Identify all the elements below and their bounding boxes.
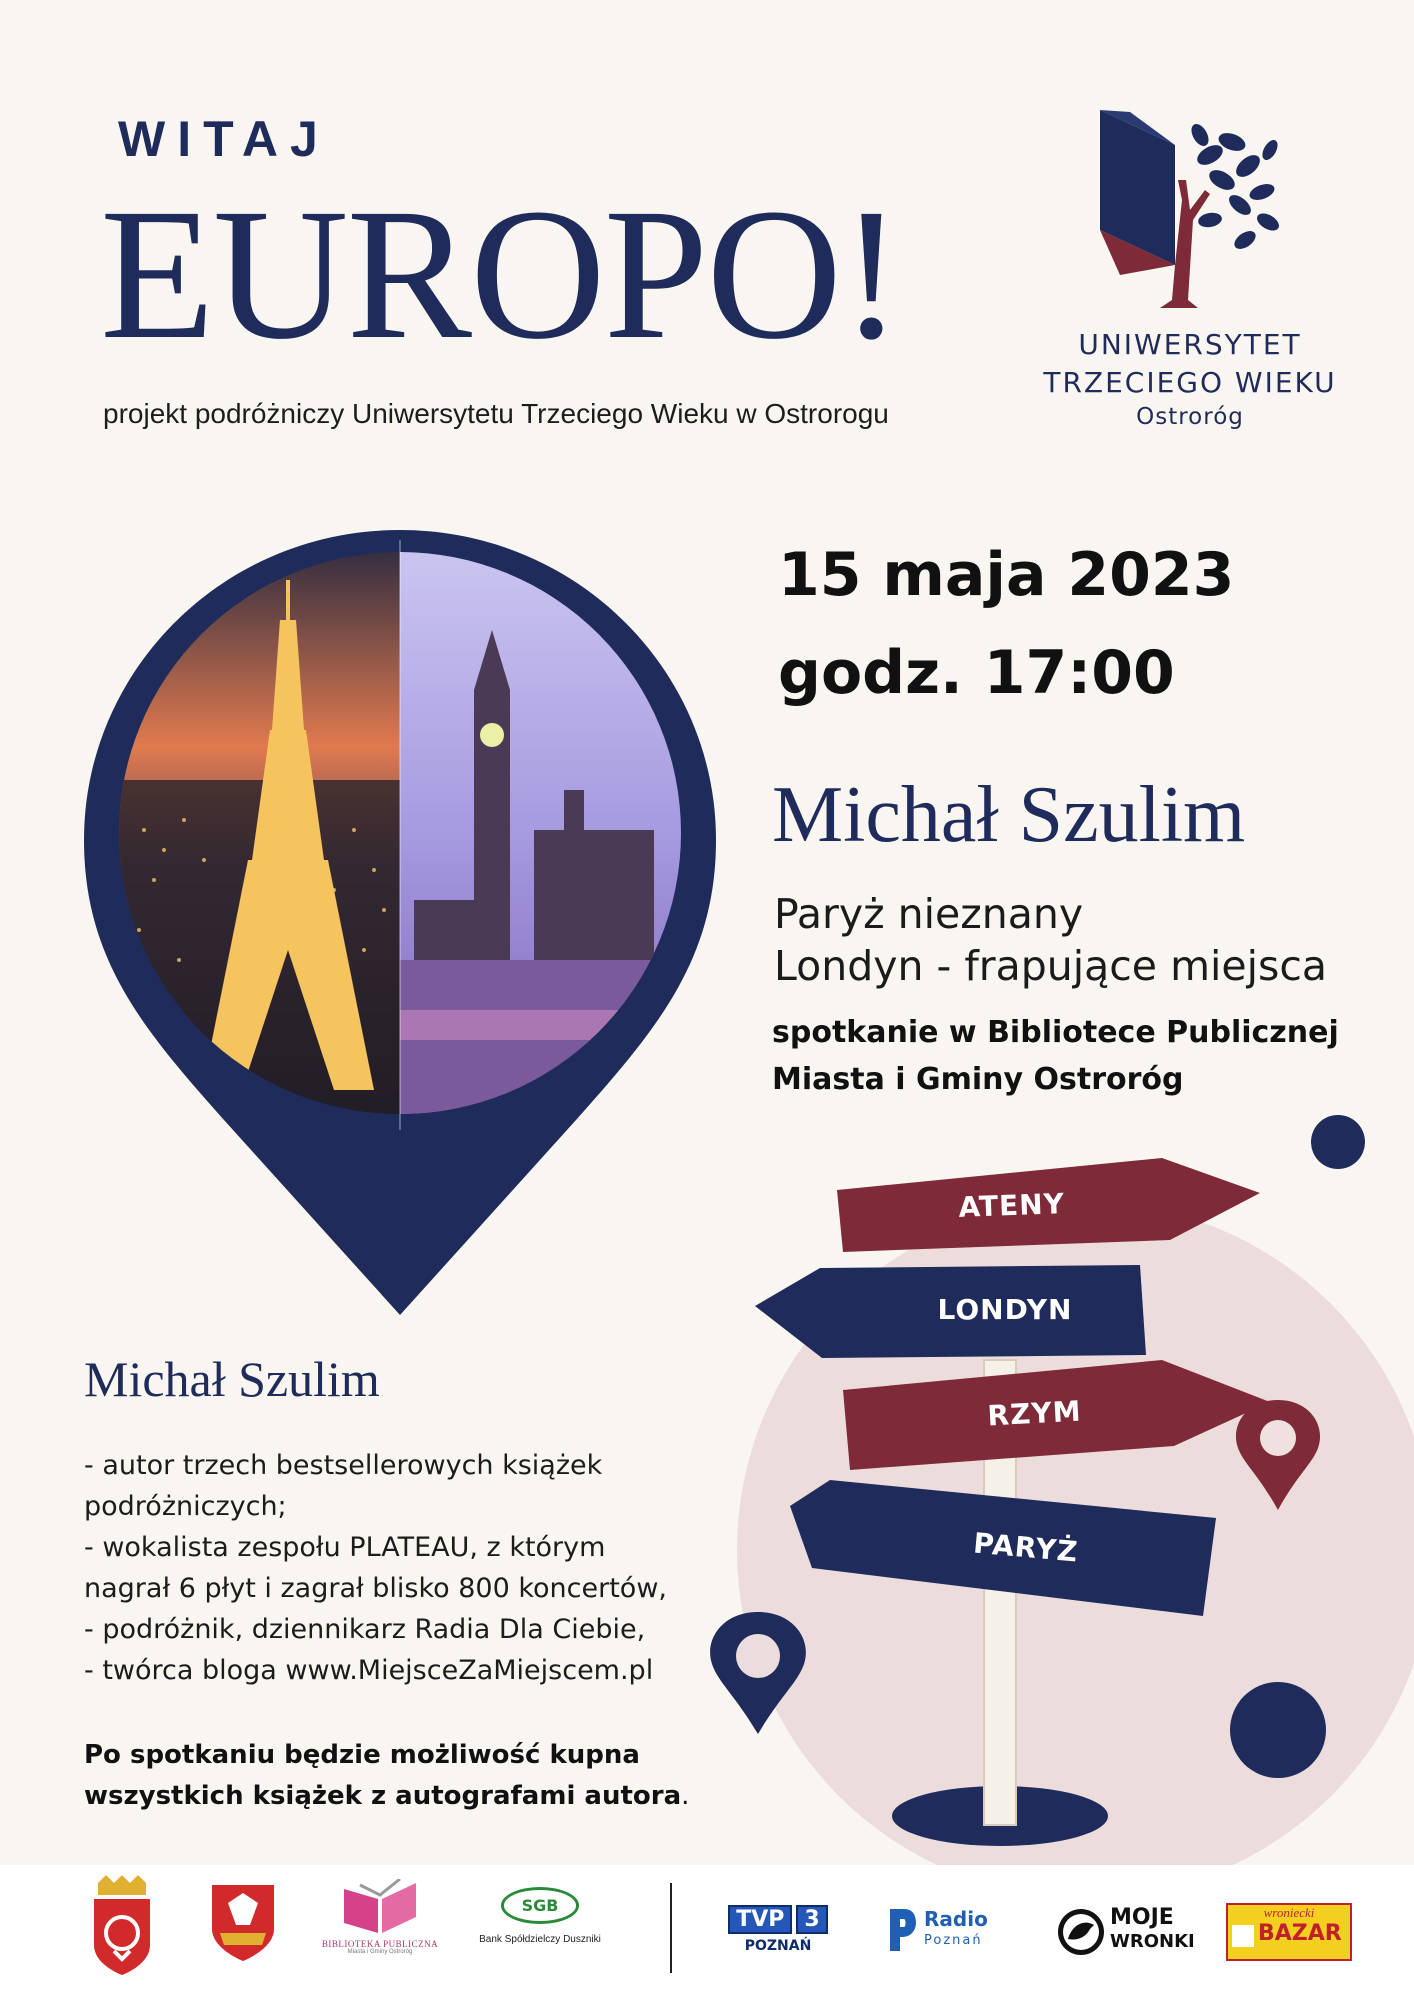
radio-p-icon bbox=[888, 1907, 918, 1953]
venue-line-2: Miasta i Gminy Ostroróg bbox=[772, 1062, 1184, 1097]
sign-rzym-label: RZYM bbox=[986, 1394, 1083, 1433]
sign-ateny-label: ATENY bbox=[957, 1187, 1066, 1224]
county-coat-of-arms-icon bbox=[210, 1883, 276, 1963]
wroniecki-bazar-logo bbox=[1226, 1903, 1352, 1961]
note-line-1: Po spotkaniu będzie możliwość kupna bbox=[84, 1740, 640, 1770]
tvp-number: 3 bbox=[796, 1905, 827, 1934]
radio-sub: Poznań bbox=[924, 1933, 983, 1948]
bio-list bbox=[84, 1445, 684, 1691]
signpost-illustration bbox=[700, 1110, 1414, 1865]
autograph-note bbox=[84, 1735, 689, 1817]
topic-paris: Paryż nieznany bbox=[774, 890, 1084, 938]
bio-line: nagrał 6 płyt i zagrał blisko 800 koncertów, bbox=[84, 1573, 667, 1604]
page-subtitle: projekt podróżniczy Uniwersytetu Trzeciego Wieku w Ostrorogu bbox=[103, 398, 889, 429]
sgb-mark: SGB bbox=[501, 1887, 580, 1924]
biblioteka-name: BIBLIOTEKA PUBLICZNA bbox=[321, 1939, 439, 1949]
speaker-name: Michał Szulim bbox=[772, 771, 1246, 859]
wronki-label: WRONKI bbox=[1110, 1931, 1195, 1952]
bazar-top: wroniecki bbox=[1263, 1905, 1315, 1920]
tvp-mark: TVP bbox=[728, 1905, 792, 1934]
book-tree-icon bbox=[1000, 100, 1380, 330]
navy-dot-top bbox=[1311, 1115, 1365, 1169]
navy-dot-bottom bbox=[1230, 1682, 1326, 1778]
book-icon bbox=[340, 1879, 420, 1935]
bio-line: - autor trzech bestsellerowych książek bbox=[84, 1450, 603, 1481]
logo-line-1: UNIWERSYTET bbox=[1078, 328, 1302, 361]
logo-line-3: Ostroróg bbox=[1136, 404, 1244, 430]
sponsor-footer bbox=[0, 1865, 1414, 2000]
moje-wronki-logo bbox=[1056, 1905, 1195, 1961]
event-date: 15 maja 2023 bbox=[778, 540, 1235, 610]
bazar-main: BAZAR bbox=[1258, 1921, 1342, 1946]
bio-line: - wokalista zespołu PLATEAU, z którym bbox=[84, 1532, 606, 1563]
bio-heading: Michał Szulim bbox=[84, 1351, 380, 1407]
bio-line: - twórca bloga www.MiejsceZaMiejscem.pl bbox=[84, 1655, 654, 1686]
moje-label: MOJE bbox=[1110, 1905, 1174, 1930]
bazar-badge bbox=[1232, 1925, 1254, 1947]
map-pin-photo bbox=[84, 530, 716, 1320]
event-time: godz. 17:00 bbox=[778, 638, 1175, 708]
logo-line-2: TRZECIEGO WIEKU bbox=[1043, 366, 1337, 399]
radio-label: Radio bbox=[924, 1907, 988, 1931]
tvp3-logo bbox=[726, 1905, 830, 1954]
sign-paryz-label: PARYŻ bbox=[971, 1526, 1080, 1569]
page-title: EUROPO! bbox=[100, 169, 901, 378]
sign-londyn-label: LONDYN bbox=[937, 1293, 1073, 1326]
sgb-logo bbox=[470, 1887, 610, 1967]
crow-icon bbox=[1056, 1907, 1106, 1957]
note-end: . bbox=[681, 1781, 690, 1811]
sgb-sub: Bank Spółdzielczy Duszniki bbox=[479, 1934, 601, 1945]
radio-poznan-logo bbox=[888, 1907, 1008, 1957]
venue-line-1: spotkanie w Bibliotece Publicznej bbox=[772, 1015, 1339, 1050]
bio-line: podróżniczych; bbox=[84, 1491, 287, 1522]
biblioteka-logo bbox=[320, 1879, 440, 1979]
kicker-text: WITAJ bbox=[118, 111, 330, 167]
topic-london: Londyn - frapujące miejsca bbox=[774, 942, 1328, 990]
note-line-2: wszystkich książek z autografami autora bbox=[84, 1781, 682, 1811]
footer-divider bbox=[670, 1883, 672, 1973]
bio-line: - podróżnik, dziennikarz Radia Dla Ciebie, bbox=[84, 1614, 646, 1645]
biblioteka-sub: Miasta i Gminy Ostroróg bbox=[347, 1949, 413, 1955]
tvp-sub: POZNAŃ bbox=[744, 1938, 812, 1954]
utw-logo bbox=[1000, 100, 1380, 440]
ostrorog-coat-of-arms-icon bbox=[92, 1875, 152, 1977]
